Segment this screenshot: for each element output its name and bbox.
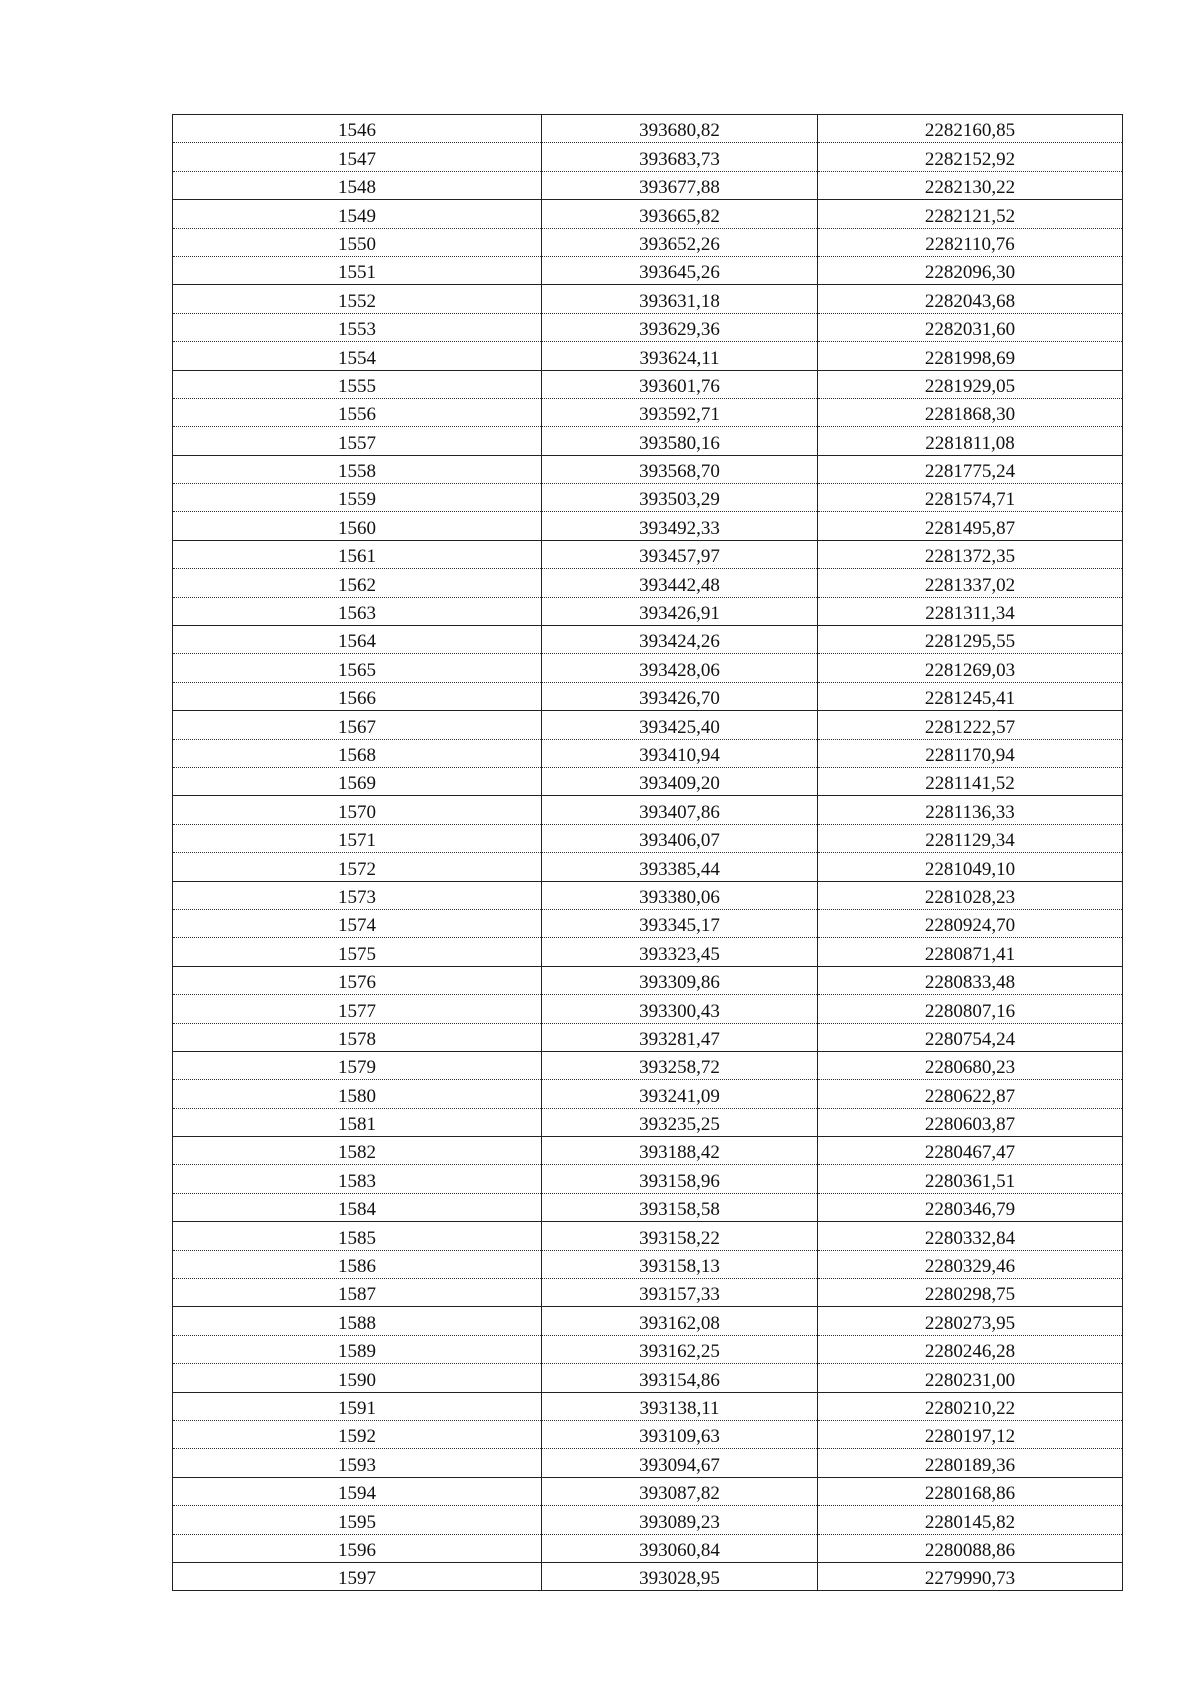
point-number-cell: 1590 bbox=[173, 1364, 542, 1392]
point-number-cell: 1547 bbox=[173, 143, 542, 171]
x-coordinate-cell: 393425,40 bbox=[542, 711, 818, 739]
point-number-cell: 1595 bbox=[173, 1506, 542, 1534]
table-row bbox=[173, 342, 1123, 370]
y-coordinate-cell: 2280361,51 bbox=[818, 1165, 1123, 1193]
table-row bbox=[173, 1335, 1123, 1363]
point-number-cell: 1586 bbox=[173, 1250, 542, 1278]
coordinates-table-body bbox=[173, 115, 1123, 1591]
table-row bbox=[173, 881, 1123, 909]
y-coordinate-cell: 2280622,87 bbox=[818, 1080, 1123, 1108]
point-number-cell: 1561 bbox=[173, 540, 542, 568]
x-coordinate-cell: 393241,09 bbox=[542, 1080, 818, 1108]
table-row bbox=[173, 853, 1123, 881]
table-row bbox=[173, 824, 1123, 852]
table-row bbox=[173, 1534, 1123, 1562]
point-number-cell: 1587 bbox=[173, 1279, 542, 1307]
y-coordinate-cell: 2280231,00 bbox=[818, 1364, 1123, 1392]
table-row bbox=[173, 1477, 1123, 1505]
x-coordinate-cell: 393677,88 bbox=[542, 171, 818, 199]
table-row bbox=[173, 484, 1123, 512]
x-coordinate-cell: 393409,20 bbox=[542, 767, 818, 795]
x-coordinate-cell: 393300,43 bbox=[542, 995, 818, 1023]
table-row bbox=[173, 285, 1123, 313]
table-row bbox=[173, 796, 1123, 824]
y-coordinate-cell: 2281495,87 bbox=[818, 512, 1123, 540]
point-number-cell: 1551 bbox=[173, 256, 542, 284]
point-number-cell: 1565 bbox=[173, 654, 542, 682]
point-number-cell: 1546 bbox=[173, 115, 542, 143]
table-row bbox=[173, 909, 1123, 937]
table-row bbox=[173, 1364, 1123, 1392]
table-row bbox=[173, 682, 1123, 710]
y-coordinate-cell: 2281245,41 bbox=[818, 682, 1123, 710]
y-coordinate-cell: 2281136,33 bbox=[818, 796, 1123, 824]
point-number-cell: 1594 bbox=[173, 1477, 542, 1505]
y-coordinate-cell: 2281337,02 bbox=[818, 569, 1123, 597]
point-number-cell: 1569 bbox=[173, 767, 542, 795]
y-coordinate-cell: 2280168,86 bbox=[818, 1477, 1123, 1505]
y-coordinate-cell: 2279990,73 bbox=[818, 1562, 1123, 1590]
y-coordinate-cell: 2281811,08 bbox=[818, 427, 1123, 455]
x-coordinate-cell: 393442,48 bbox=[542, 569, 818, 597]
x-coordinate-cell: 393629,36 bbox=[542, 313, 818, 341]
point-number-cell: 1573 bbox=[173, 881, 542, 909]
x-coordinate-cell: 393683,73 bbox=[542, 143, 818, 171]
point-number-cell: 1564 bbox=[173, 626, 542, 654]
x-coordinate-cell: 393492,33 bbox=[542, 512, 818, 540]
table-row bbox=[173, 540, 1123, 568]
x-coordinate-cell: 393407,86 bbox=[542, 796, 818, 824]
x-coordinate-cell: 393580,16 bbox=[542, 427, 818, 455]
point-number-cell: 1578 bbox=[173, 1023, 542, 1051]
point-number-cell: 1556 bbox=[173, 398, 542, 426]
x-coordinate-cell: 393154,86 bbox=[542, 1364, 818, 1392]
point-number-cell: 1563 bbox=[173, 597, 542, 625]
x-coordinate-cell: 393652,26 bbox=[542, 228, 818, 256]
point-number-cell: 1566 bbox=[173, 682, 542, 710]
table-row bbox=[173, 228, 1123, 256]
y-coordinate-cell: 2282110,76 bbox=[818, 228, 1123, 256]
y-coordinate-cell: 2280246,28 bbox=[818, 1335, 1123, 1363]
x-coordinate-cell: 393158,96 bbox=[542, 1165, 818, 1193]
table-row bbox=[173, 1023, 1123, 1051]
table-row bbox=[173, 1449, 1123, 1477]
x-coordinate-cell: 393309,86 bbox=[542, 966, 818, 994]
x-coordinate-cell: 393158,58 bbox=[542, 1193, 818, 1221]
table-row bbox=[173, 200, 1123, 228]
y-coordinate-cell: 2282152,92 bbox=[818, 143, 1123, 171]
table-row bbox=[173, 115, 1123, 143]
point-number-cell: 1591 bbox=[173, 1392, 542, 1420]
y-coordinate-cell: 2281929,05 bbox=[818, 370, 1123, 398]
y-coordinate-cell: 2280603,87 bbox=[818, 1108, 1123, 1136]
x-coordinate-cell: 393089,23 bbox=[542, 1506, 818, 1534]
table-row bbox=[173, 455, 1123, 483]
point-number-cell: 1567 bbox=[173, 711, 542, 739]
x-coordinate-cell: 393109,63 bbox=[542, 1420, 818, 1448]
y-coordinate-cell: 2281129,34 bbox=[818, 824, 1123, 852]
point-number-cell: 1559 bbox=[173, 484, 542, 512]
x-coordinate-cell: 393158,22 bbox=[542, 1222, 818, 1250]
x-coordinate-cell: 393631,18 bbox=[542, 285, 818, 313]
x-coordinate-cell: 393345,17 bbox=[542, 909, 818, 937]
x-coordinate-cell: 393162,25 bbox=[542, 1335, 818, 1363]
y-coordinate-cell: 2281222,57 bbox=[818, 711, 1123, 739]
x-coordinate-cell: 393568,70 bbox=[542, 455, 818, 483]
x-coordinate-cell: 393426,70 bbox=[542, 682, 818, 710]
y-coordinate-cell: 2282096,30 bbox=[818, 256, 1123, 284]
point-number-cell: 1584 bbox=[173, 1193, 542, 1221]
point-number-cell: 1597 bbox=[173, 1562, 542, 1590]
table-row bbox=[173, 938, 1123, 966]
table-row bbox=[173, 143, 1123, 171]
table-row bbox=[173, 1193, 1123, 1221]
y-coordinate-cell: 2280833,48 bbox=[818, 966, 1123, 994]
x-coordinate-cell: 393426,91 bbox=[542, 597, 818, 625]
y-coordinate-cell: 2280329,46 bbox=[818, 1250, 1123, 1278]
point-number-cell: 1555 bbox=[173, 370, 542, 398]
point-number-cell: 1571 bbox=[173, 824, 542, 852]
table-row bbox=[173, 1279, 1123, 1307]
x-coordinate-cell: 393138,11 bbox=[542, 1392, 818, 1420]
y-coordinate-cell: 2281269,03 bbox=[818, 654, 1123, 682]
y-coordinate-cell: 2280210,22 bbox=[818, 1392, 1123, 1420]
y-coordinate-cell: 2280088,86 bbox=[818, 1534, 1123, 1562]
x-coordinate-cell: 393457,97 bbox=[542, 540, 818, 568]
table-row bbox=[173, 1506, 1123, 1534]
table-row bbox=[173, 427, 1123, 455]
point-number-cell: 1592 bbox=[173, 1420, 542, 1448]
table-row bbox=[173, 1051, 1123, 1079]
table-row bbox=[173, 1165, 1123, 1193]
y-coordinate-cell: 2280332,84 bbox=[818, 1222, 1123, 1250]
point-number-cell: 1572 bbox=[173, 853, 542, 881]
x-coordinate-cell: 393094,67 bbox=[542, 1449, 818, 1477]
point-number-cell: 1593 bbox=[173, 1449, 542, 1477]
x-coordinate-cell: 393281,47 bbox=[542, 1023, 818, 1051]
x-coordinate-cell: 393406,07 bbox=[542, 824, 818, 852]
x-coordinate-cell: 393428,06 bbox=[542, 654, 818, 682]
point-number-cell: 1554 bbox=[173, 342, 542, 370]
point-number-cell: 1575 bbox=[173, 938, 542, 966]
table-row bbox=[173, 711, 1123, 739]
x-coordinate-cell: 393624,11 bbox=[542, 342, 818, 370]
table-row bbox=[173, 597, 1123, 625]
y-coordinate-cell: 2281868,30 bbox=[818, 398, 1123, 426]
y-coordinate-cell: 2281141,52 bbox=[818, 767, 1123, 795]
table-row bbox=[173, 626, 1123, 654]
table-row bbox=[173, 171, 1123, 199]
table-row bbox=[173, 398, 1123, 426]
x-coordinate-cell: 393060,84 bbox=[542, 1534, 818, 1562]
x-coordinate-cell: 393157,33 bbox=[542, 1279, 818, 1307]
point-number-cell: 1585 bbox=[173, 1222, 542, 1250]
coordinates-table bbox=[172, 114, 1123, 1591]
point-number-cell: 1557 bbox=[173, 427, 542, 455]
x-coordinate-cell: 393410,94 bbox=[542, 739, 818, 767]
table-row bbox=[173, 1137, 1123, 1165]
point-number-cell: 1548 bbox=[173, 171, 542, 199]
table-row bbox=[173, 1080, 1123, 1108]
table-row bbox=[173, 1222, 1123, 1250]
x-coordinate-cell: 393645,26 bbox=[542, 256, 818, 284]
y-coordinate-cell: 2281170,94 bbox=[818, 739, 1123, 767]
y-coordinate-cell: 2280145,82 bbox=[818, 1506, 1123, 1534]
y-coordinate-cell: 2281998,69 bbox=[818, 342, 1123, 370]
y-coordinate-cell: 2282043,68 bbox=[818, 285, 1123, 313]
point-number-cell: 1560 bbox=[173, 512, 542, 540]
y-coordinate-cell: 2281028,23 bbox=[818, 881, 1123, 909]
y-coordinate-cell: 2281574,71 bbox=[818, 484, 1123, 512]
point-number-cell: 1588 bbox=[173, 1307, 542, 1335]
x-coordinate-cell: 393601,76 bbox=[542, 370, 818, 398]
point-number-cell: 1574 bbox=[173, 909, 542, 937]
y-coordinate-cell: 2280197,12 bbox=[818, 1420, 1123, 1448]
point-number-cell: 1589 bbox=[173, 1335, 542, 1363]
point-number-cell: 1576 bbox=[173, 966, 542, 994]
table-row bbox=[173, 739, 1123, 767]
y-coordinate-cell: 2281775,24 bbox=[818, 455, 1123, 483]
table-row bbox=[173, 1250, 1123, 1278]
table-row bbox=[173, 512, 1123, 540]
point-number-cell: 1596 bbox=[173, 1534, 542, 1562]
x-coordinate-cell: 393385,44 bbox=[542, 853, 818, 881]
y-coordinate-cell: 2280346,79 bbox=[818, 1193, 1123, 1221]
x-coordinate-cell: 393235,25 bbox=[542, 1108, 818, 1136]
y-coordinate-cell: 2282031,60 bbox=[818, 313, 1123, 341]
x-coordinate-cell: 393028,95 bbox=[542, 1562, 818, 1590]
x-coordinate-cell: 393162,08 bbox=[542, 1307, 818, 1335]
y-coordinate-cell: 2280298,75 bbox=[818, 1279, 1123, 1307]
table-row bbox=[173, 569, 1123, 597]
x-coordinate-cell: 393087,82 bbox=[542, 1477, 818, 1505]
point-number-cell: 1568 bbox=[173, 739, 542, 767]
point-number-cell: 1577 bbox=[173, 995, 542, 1023]
table-row bbox=[173, 313, 1123, 341]
y-coordinate-cell: 2281295,55 bbox=[818, 626, 1123, 654]
y-coordinate-cell: 2280754,24 bbox=[818, 1023, 1123, 1051]
point-number-cell: 1562 bbox=[173, 569, 542, 597]
y-coordinate-cell: 2280680,23 bbox=[818, 1051, 1123, 1079]
x-coordinate-cell: 393424,26 bbox=[542, 626, 818, 654]
x-coordinate-cell: 393158,13 bbox=[542, 1250, 818, 1278]
y-coordinate-cell: 2280189,36 bbox=[818, 1449, 1123, 1477]
y-coordinate-cell: 2280871,41 bbox=[818, 938, 1123, 966]
point-number-cell: 1583 bbox=[173, 1165, 542, 1193]
table-row bbox=[173, 1307, 1123, 1335]
x-coordinate-cell: 393380,06 bbox=[542, 881, 818, 909]
point-number-cell: 1550 bbox=[173, 228, 542, 256]
table-row bbox=[173, 256, 1123, 284]
y-coordinate-cell: 2281311,34 bbox=[818, 597, 1123, 625]
y-coordinate-cell: 2282160,85 bbox=[818, 115, 1123, 143]
x-coordinate-cell: 393323,45 bbox=[542, 938, 818, 966]
x-coordinate-cell: 393592,71 bbox=[542, 398, 818, 426]
x-coordinate-cell: 393503,29 bbox=[542, 484, 818, 512]
point-number-cell: 1570 bbox=[173, 796, 542, 824]
table-row bbox=[173, 995, 1123, 1023]
table-row bbox=[173, 1108, 1123, 1136]
table-row bbox=[173, 767, 1123, 795]
y-coordinate-cell: 2282130,22 bbox=[818, 171, 1123, 199]
y-coordinate-cell: 2281372,35 bbox=[818, 540, 1123, 568]
table-row bbox=[173, 370, 1123, 398]
point-number-cell: 1549 bbox=[173, 200, 542, 228]
y-coordinate-cell: 2280807,16 bbox=[818, 995, 1123, 1023]
x-coordinate-cell: 393665,82 bbox=[542, 200, 818, 228]
table-row bbox=[173, 1420, 1123, 1448]
point-number-cell: 1581 bbox=[173, 1108, 542, 1136]
y-coordinate-cell: 2280273,95 bbox=[818, 1307, 1123, 1335]
y-coordinate-cell: 2280467,47 bbox=[818, 1137, 1123, 1165]
table-row bbox=[173, 966, 1123, 994]
y-coordinate-cell: 2282121,52 bbox=[818, 200, 1123, 228]
table-row bbox=[173, 1392, 1123, 1420]
table-row bbox=[173, 1562, 1123, 1590]
point-number-cell: 1558 bbox=[173, 455, 542, 483]
point-number-cell: 1552 bbox=[173, 285, 542, 313]
y-coordinate-cell: 2280924,70 bbox=[818, 909, 1123, 937]
point-number-cell: 1579 bbox=[173, 1051, 542, 1079]
y-coordinate-cell: 2281049,10 bbox=[818, 853, 1123, 881]
table-row bbox=[173, 654, 1123, 682]
point-number-cell: 1553 bbox=[173, 313, 542, 341]
x-coordinate-cell: 393258,72 bbox=[542, 1051, 818, 1079]
x-coordinate-cell: 393680,82 bbox=[542, 115, 818, 143]
point-number-cell: 1582 bbox=[173, 1137, 542, 1165]
point-number-cell: 1580 bbox=[173, 1080, 542, 1108]
x-coordinate-cell: 393188,42 bbox=[542, 1137, 818, 1165]
